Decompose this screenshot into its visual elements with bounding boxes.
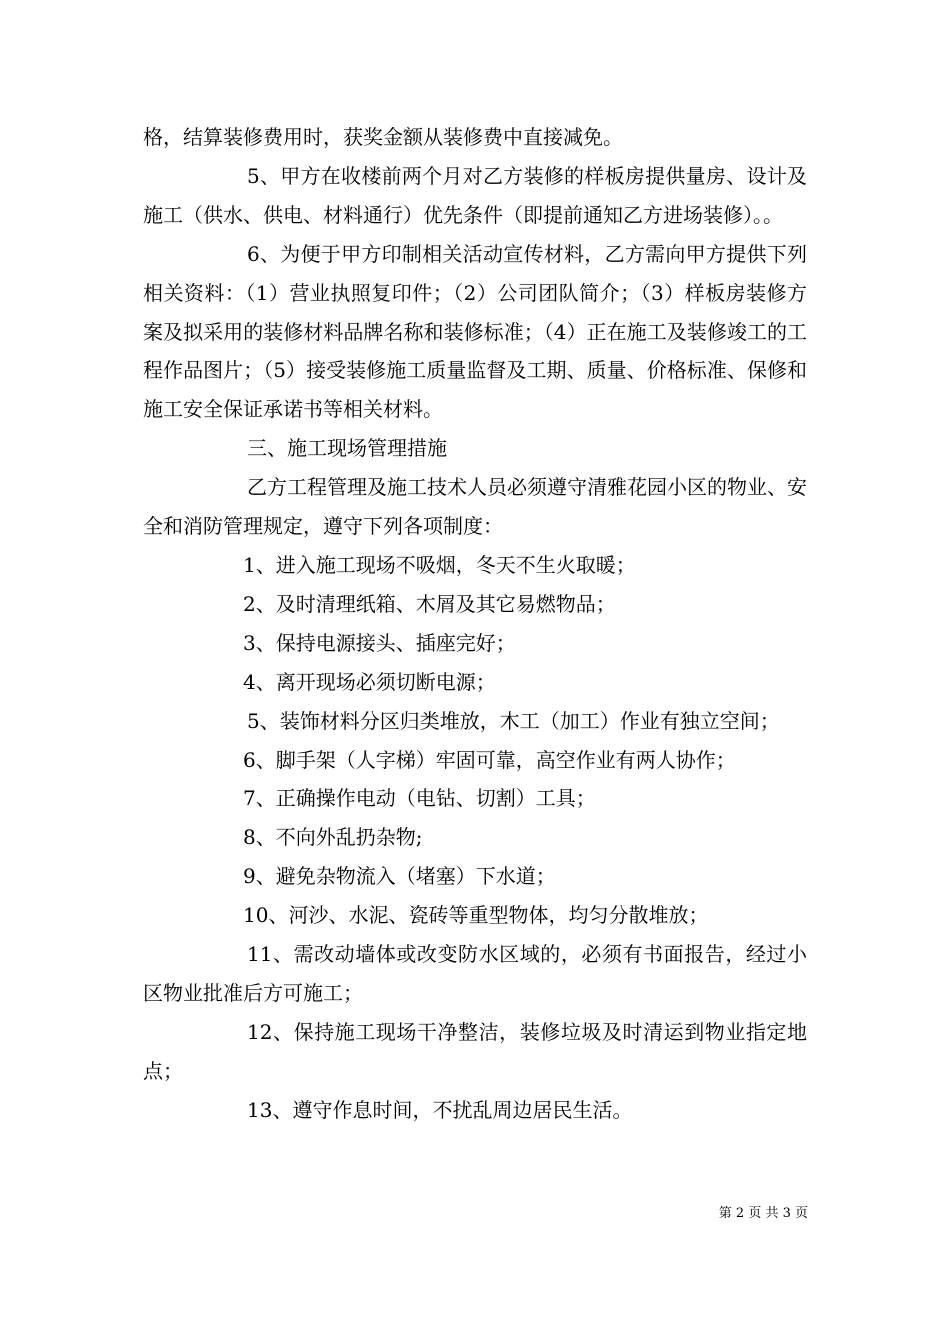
paragraph-item-6: 6、为便于甲方印制相关活动宣传材料，乙方需向甲方提供下列相关资料：（1）营业执照复印件；（2）公司团队简介；（3）样板房装修方案及拟采用的装修材料品牌名称和装修标准；（4）正在施工及装修竣工的工程作品图片；（5）接受装修施工质量监督及工期、质量、价格标准、保修和施工安全保证承诺书等相关材料。 (143, 241, 807, 422)
rule-item-12: 12、保持施工现场干净整洁，装修垃圾及时清运到物业指定地点； (143, 1019, 807, 1083)
rule-item-11: 11、需改动墙体或改变防水区域的，必须有书面报告，经过小区物业批准后方可施工； (143, 942, 807, 1005)
rule-item-5: 5、装饰材料分区归类堆放，木工（加工）作业有独立空间； (247, 708, 780, 733)
paragraph-item-5: 5、甲方在收楼前两个月对乙方装修的样板房提供量房、设计及施工（供水、供电、材料通行）优先条件（即提前通知乙方进场装修）。。 (143, 163, 807, 227)
rule-item-1: 1、进入施工现场不吸烟，冬天不生火取暖； (243, 552, 636, 577)
paragraph-continuation: 格，结算装修费用时，获奖金额从装修费中直接减免。 (143, 125, 623, 149)
rule-item-9: 9、避免杂物流入（堵塞）下水道； (243, 864, 556, 889)
rule-item-13: 13、遵守作息时间，不扰乱周边居民生活。 (247, 1097, 633, 1122)
document-body (143, 118, 807, 1130)
rule-item-3: 3、保持电源接头、插座完好； (243, 630, 516, 655)
rule-item-2: 2、及时清理纸箱、木屑及其它易燃物品； (243, 591, 616, 616)
rule-item-7: 7、正确操作电动（电钻、切割）工具； (243, 786, 596, 811)
rule-item-10: 10、河沙、水泥、瓷砖等重型物体，均匀分散堆放； (243, 903, 709, 928)
paragraph-intro: 乙方工程管理及施工技术人员必须遵守清雅花园小区的物业、安全和消防管理规定，遵守下列各项制度： (143, 475, 807, 539)
rule-item-4: 4、离开现场必须切断电源； (243, 669, 496, 694)
section-heading: 三、施工现场管理措施 (247, 436, 447, 461)
page-number-footer: 第 2 页 共 3 页 (718, 1206, 808, 1221)
rule-item-8: 8、不向外乱扔杂物; (243, 825, 423, 850)
rule-item-6: 6、脚手架（人字梯）牢固可靠，高空作业有两人协作； (243, 747, 736, 772)
